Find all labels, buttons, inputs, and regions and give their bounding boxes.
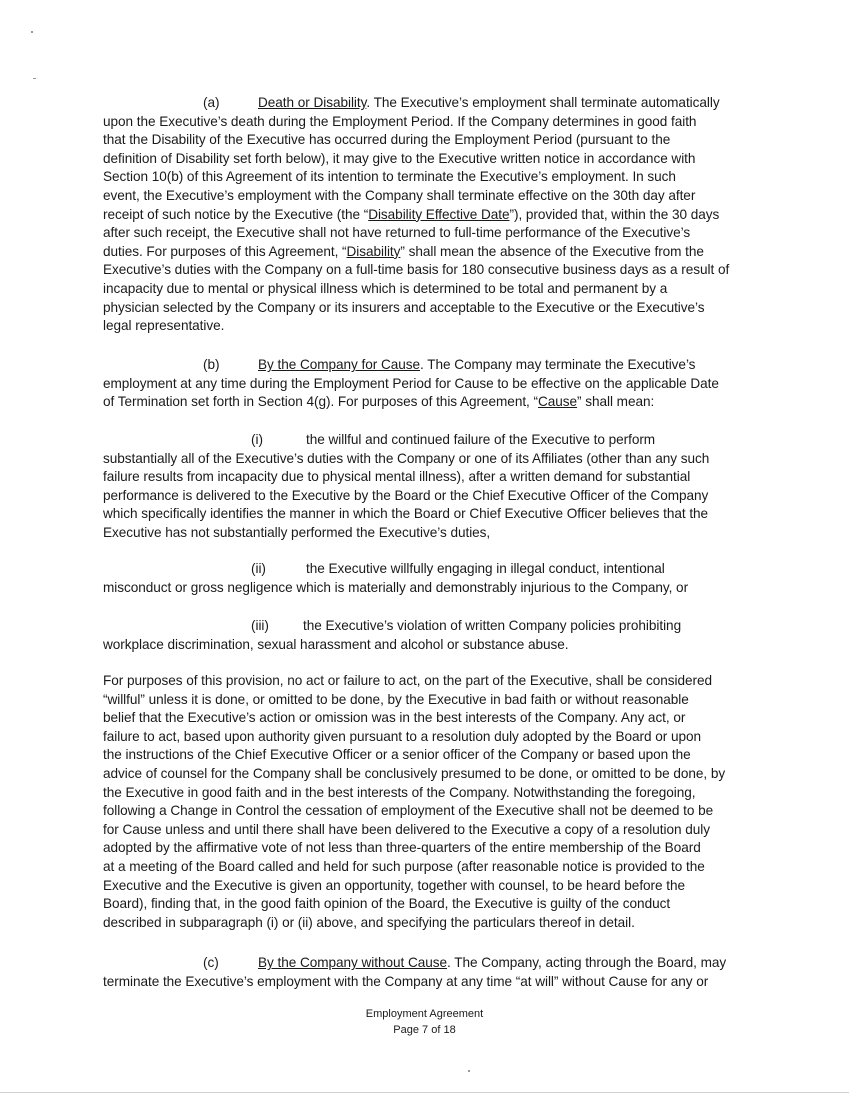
willful-paragraph-line: for Cause unless and until there shall have been delivered to the Executive a copy of a resolution duly [103,821,710,837]
clause-iii-line: (iii) the Executive’s violation of written Company policies prohibiting [103,617,753,636]
paragraph-a-line: definition of Disability set forth below), it may give to the Executive written notice in accordance with [103,150,696,166]
defined-term-cause: Cause [538,394,578,410]
paragraph-a-enum: (a) [203,95,220,110]
paragraph-c-heading: By the Company without Cause [258,955,448,970]
clause-iii [103,617,753,654]
paragraph-a-heading: Death or Disability [258,95,367,110]
scan-speck [468,1070,470,1072]
willful-paragraph-line: described in subparagraph (i) or (ii) above, and specifying the particulars thereof in detail. [103,914,635,930]
clause-ii [103,560,753,597]
paragraph-a-line: Section 10(b) of this Agreement of its intention to terminate the Executive’s employment. In such [103,169,676,185]
willful-paragraph-line: following a Change in Control the cessation of employment of the Executive shall not be deemed to be [103,803,714,819]
paragraph-a-line: physician selected by the Company or its insurers and acceptable to the Executive or the Executive’s [103,299,705,315]
defined-term-disability: Disability [346,243,401,259]
paragraph-a-line: (a) Death or Disability. The Executive’s employment shall terminate automatically [103,94,753,113]
clause-iii-enum: (iii) [251,618,269,633]
willful-paragraph-line: “willful” unless it is done, or omitted to be done, by the Executive in bad faith or without reasonable [103,691,689,707]
clause-i-line: Executive has not substantially performed the Executive’s duties, [103,524,491,540]
willful-paragraph-line: Board), finding that, in the good faith opinion of the Board, the Executive is guilty of the conduct [103,896,671,912]
clause-i-line: failure results from incapacity due to physical mental illness), after a written demand for substantial [103,469,691,485]
paragraph-a-line: that the Disability of the Executive has occurred during the Employment Period (pursuant to the [103,132,671,148]
clause-i-line: performance is delivered to the Executive by the Board or the Chief Executive Officer of the Company [103,487,709,503]
paragraph-a-line: Executive’s duties with the Company on a full-time basis for 180 consecutive business days as a result of [103,262,730,278]
willful-paragraph [103,672,753,932]
paragraph-c-line: terminate the Executive’s employment with the Company at any time “at will” without Cause for any or [103,973,709,989]
page-footer [0,1007,849,1038]
clause-i [103,431,753,543]
paragraph-b-line: employment at any time during the Employment Period for Cause to be effective on the applicable Date [103,375,719,391]
paragraph-b-line: of Termination set forth in Section 4(g). For purposes of this Agreement, “Cause” shall mean: [103,394,655,410]
paragraph-b-enum: (b) [203,357,220,372]
paragraph-a-line: legal representative. [103,318,225,334]
paragraph-c-line: (c) By the Company without Cause. The Company, acting through the Board, may [103,954,753,973]
paragraph-a-line: receipt of such notice by the Executive (the “Disability Effective Date”), provided that, within the 30 days [103,206,720,222]
scan-speck [33,78,36,79]
paragraph-a-line: incapacity due to mental or physical illness which is determined to be total and permanent by a [103,280,668,296]
willful-paragraph-line: adopted by the affirmative vote of not less than three-quarters of the entire membership of the Board [103,840,701,856]
willful-paragraph-line: the instructions of the Chief Executive Officer or a senior officer of the Company or based upon the [103,747,691,763]
paragraph-a-line: after such receipt, the Executive shall not have returned to full-time performance of the Executive’s [103,225,691,241]
clause-ii-enum: (ii) [251,561,266,576]
paragraph-c [103,954,753,991]
scan-speck [31,31,33,33]
paragraph-b-heading: By the Company for Cause [258,357,421,372]
scan-edge-line [0,1092,849,1093]
footer-title: Employment Agreement [365,1008,484,1020]
willful-paragraph-line: the Executive in good faith and in the best interests of the Company. Notwithstanding the foregoing, [103,784,696,800]
clause-ii-line: misconduct or gross negligence which is materially and demonstrably injurious to the Company, or [103,579,689,595]
clause-i-line: (i) the willful and continued failure of the Executive to perform [103,431,753,450]
willful-paragraph-line: Executive and the Executive is given an opportunity, together with counsel, to be heard before the [103,877,686,893]
paragraph-a-line: event, the Executive’s employment with the Company shall terminate effective on the 30th day after [103,187,696,203]
paragraph-a-line: upon the Executive’s death during the Employment Period. If the Company determines in good faith [103,113,697,129]
clause-i-line: which specifically identifies the manner in which the Board or Chief Executive Officer believes that the [103,506,709,522]
clause-iii-line: workplace discrimination, sexual harassment and alcohol or substance abuse. [103,636,569,652]
clause-i-enum: (i) [251,432,263,447]
paragraph-a [103,94,753,336]
paragraph-b-line: (b) By the Company for Cause. The Company may terminate the Executive’s [103,356,753,375]
willful-paragraph-line: belief that the Executive’s action or omission was in the best interests of the Company. Any act, or [103,710,686,726]
willful-paragraph-line: failure to act, based upon authority given pursuant to a resolution duly adopted by the Board or upon [103,728,702,744]
willful-paragraph-line: For purposes of this provision, no act or failure to act, on the part of the Executive, shall be considered [103,673,712,688]
willful-paragraph-line: at a meeting of the Board called and held for such purpose (after reasonable notice is provided to the [103,858,705,874]
footer-page-number: Page 7 of 18 [393,1023,456,1036]
paragraph-a-line: duties. For purposes of this Agreement, “Disability” shall mean the absence of the Executive from the [103,243,704,259]
clause-ii-line: (ii) the Executive willfully engaging in illegal conduct, intentional [103,560,753,579]
willful-paragraph-line: advice of counsel for the Company shall be conclusively presumed to be done, or omitted to be done, by [103,765,726,781]
defined-term-disability-effective-date: Disability Effective Date [368,206,510,222]
clause-i-line: substantially all of the Executive’s duties with the Company or one of its Affiliates (other than any such [103,450,710,466]
paragraph-b [103,356,753,412]
paragraph-c-enum: (c) [203,955,219,970]
